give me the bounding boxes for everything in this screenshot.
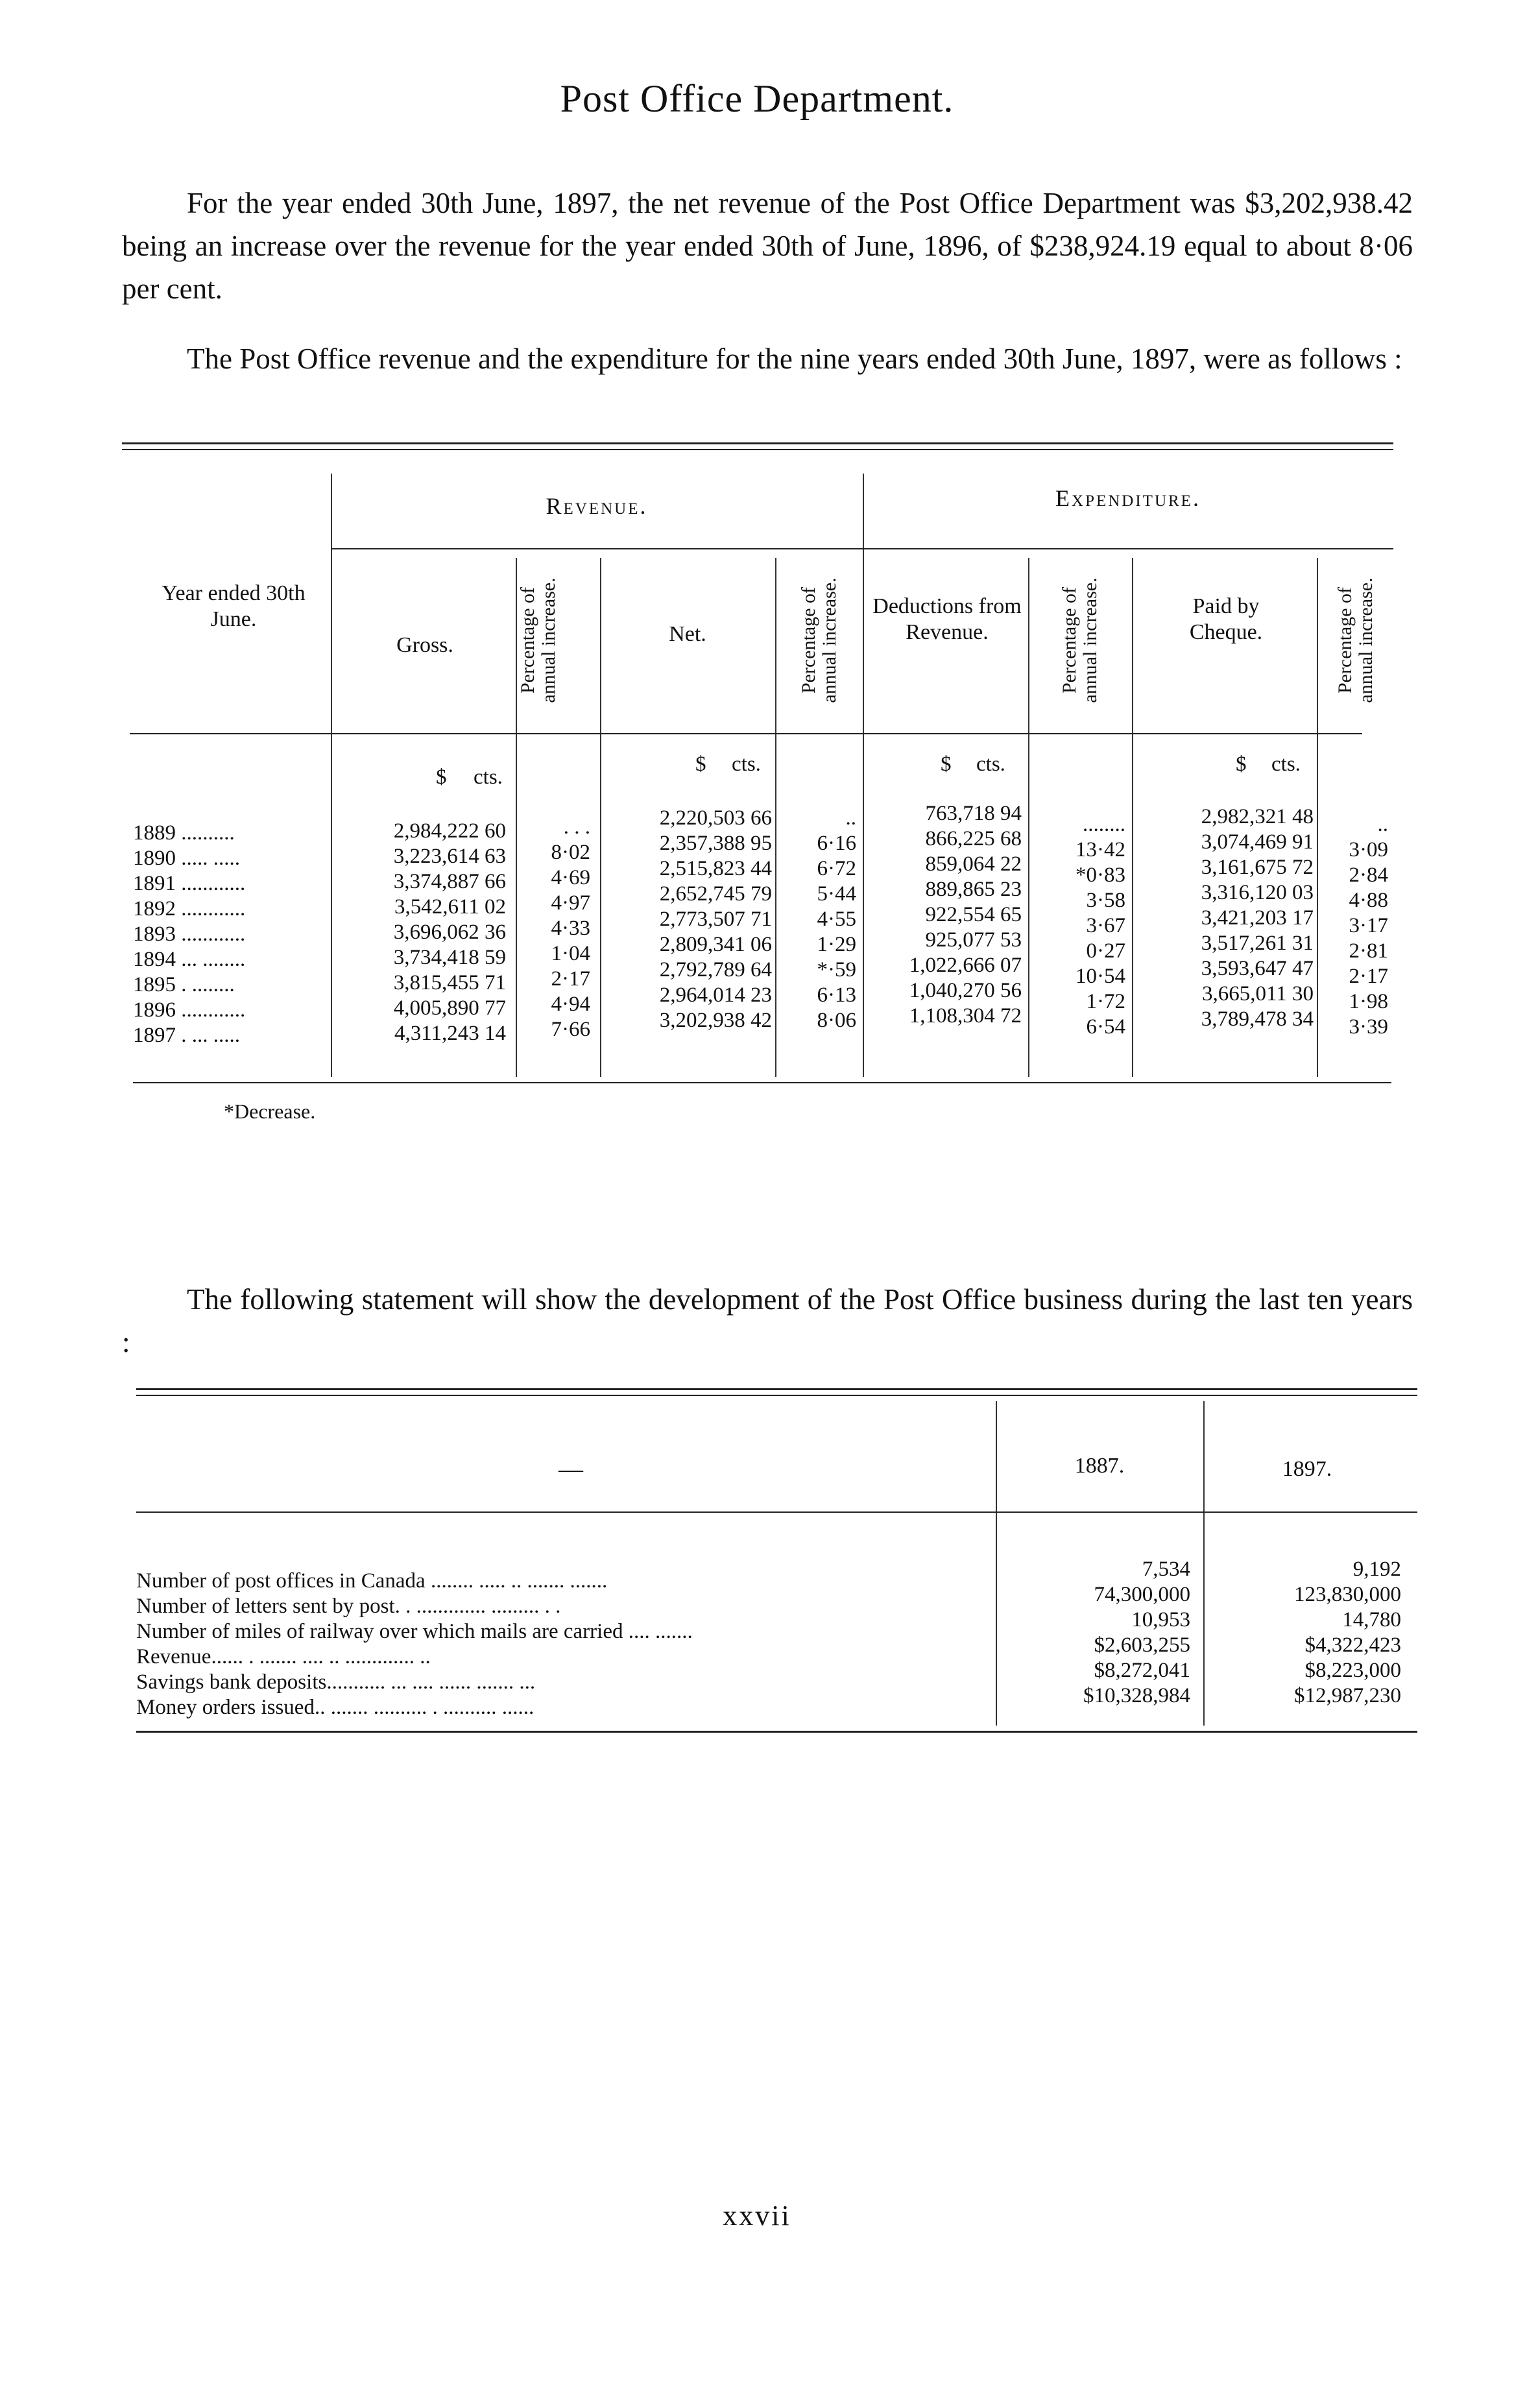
column-years: 1889 .......... 1890 ..... ..... 1891 ............ 1892 ............ 1893 ............ 1894 ... ........ 1895 . ........ 1896 ............ 1897 . ... ..... bbox=[133, 821, 246, 1047]
paragraph-net-revenue: For the year ended 30th June, 1897, the net revenue of the Post Office Department was $3,202,938.42 being an increase over the revenue for the year ended 30th of June, 1896, of $238,924.19 equal to about 8·06 per cent. bbox=[122, 187, 1413, 305]
column-gross: 2,984,222 60 3,223,614 63 3,374,887 66 3,542,611 02 3,696,062 36 3,734,418 59 3,815,455 71 4,005,890 77 4,311,243 14 bbox=[393, 819, 506, 1045]
table1-bottom-rule bbox=[133, 1082, 1391, 1083]
header-revenue: Revenue. bbox=[546, 493, 648, 519]
table2-top-rule-2 bbox=[136, 1395, 1417, 1396]
table-intro-paragraph bbox=[122, 337, 1413, 380]
table2-header-rule bbox=[136, 1511, 1417, 1513]
column-pct-paid: .. 3·09 2·84 4·88 3·17 2·81 2·17 1·98 3·39 bbox=[1349, 813, 1388, 1039]
column-pct-gross: . . . 8·02 4·69 4·97 4·33 1·04 2·17 4·94 7·66 bbox=[551, 815, 590, 1041]
paragraph-revenue-expenditure: The Post Office revenue and the expenditure for the nine years ended 30th June, 1897, were as follows : bbox=[187, 343, 1402, 375]
group-header-rule bbox=[331, 548, 1393, 549]
column-net: 2,220,503 66 2,357,388 95 2,515,823 44 2,652,745 79 2,773,507 71 2,809,341 06 2,792,789 64 2,964,014 23 3,202,938 42 bbox=[659, 806, 772, 1032]
divider bbox=[600, 558, 601, 1077]
table1-top-rule bbox=[122, 442, 1393, 444]
header-year: Year ended 30th June. bbox=[162, 581, 306, 631]
column-pct-net: .. 6·16 6·72 5·44 4·55 1·29 *·59 6·13 8·06 bbox=[817, 806, 856, 1032]
divider bbox=[1132, 558, 1133, 1077]
divider bbox=[1028, 558, 1029, 1077]
unit-dollars: $ bbox=[941, 752, 952, 776]
paragraph-development: The following statement will show the development of the Post Office business during the last ten years : bbox=[122, 1283, 1413, 1358]
statement-labels: Number of post offices in Canada ........ ..... .. ....... ....... Number of letters sent by post. . ............. ......... . . Number of miles of railway over which mails are carried .... ....... Revenue...... . ....... .... .. ............. .. Savings bank deposits........... ... .... ...... ....... ... Money orders issued.. ....... .......... . .......... ...... bbox=[136, 1569, 693, 1719]
page-title: Post Office Department. bbox=[560, 77, 954, 120]
values-1897: 9,192 123,830,000 14,780 $4,322,423 $8,223,000 $12,987,230 bbox=[1294, 1558, 1401, 1707]
header-1887: 1887. bbox=[1074, 1454, 1125, 1478]
footnote-decrease: *Decrease. bbox=[224, 1100, 316, 1123]
unit-dollars: $ bbox=[1236, 752, 1247, 776]
divider bbox=[996, 1401, 997, 1726]
column-paid: 2,982,321 48 3,074,469 91 3,161,675 72 3,316,120 03 3,421,203 17 3,517,261 31 3,593,647 47 3,665,011 30 3,789,478 34 bbox=[1201, 805, 1314, 1031]
header-deductions: Deductions from Revenue. bbox=[872, 594, 1022, 644]
divider bbox=[1203, 1401, 1205, 1726]
unit-dollars: $ bbox=[436, 765, 447, 789]
column-deductions: 763,718 94 866,225 68 859,064 22 889,865 23 922,554 65 925,077 53 1,022,666 07 1,040,270 56 1,108,304 72 bbox=[909, 802, 1022, 1028]
table1-top-rule-2 bbox=[122, 449, 1393, 450]
unit-cents: cts. bbox=[474, 765, 503, 789]
values-1887: 7,534 74,300,000 10,953 $2,603,255 $8,272,041 $10,328,984 bbox=[1083, 1558, 1190, 1707]
divider bbox=[331, 474, 332, 1077]
unit-dollars: $ bbox=[695, 752, 706, 776]
header-bottom-rule bbox=[130, 733, 1362, 734]
header-expenditure: Expenditure. bbox=[1055, 485, 1201, 511]
header-percentage-gross: Percentage of annual increase. bbox=[517, 577, 559, 703]
unit-cents: cts. bbox=[732, 752, 761, 776]
table2-top-rule bbox=[136, 1388, 1417, 1390]
development-paragraph bbox=[122, 1278, 1413, 1364]
column-pct-deductions: ........ 13·42 *0·83 3·58 3·67 0·27 10·54 1·72 6·54 bbox=[1075, 813, 1125, 1039]
unit-cents: cts. bbox=[1271, 752, 1301, 776]
table2-bottom-rule bbox=[136, 1731, 1417, 1733]
header-gross: Gross. bbox=[396, 633, 453, 657]
header-1897: 1897. bbox=[1282, 1457, 1332, 1481]
intro-paragraph bbox=[122, 182, 1413, 310]
header-percentage-deductions: Percentage of annual increase. bbox=[1059, 577, 1101, 703]
page-number: xxvii bbox=[723, 2200, 791, 2232]
header-dash: — bbox=[559, 1456, 583, 1483]
header-net: Net. bbox=[669, 622, 706, 646]
header-percentage-net: Percentage of annual increase. bbox=[798, 577, 840, 703]
header-percentage-paid: Percentage of annual increase. bbox=[1334, 577, 1376, 703]
header-paid-by-cheque: Paid by Cheque. bbox=[1189, 594, 1263, 644]
unit-cents: cts. bbox=[976, 752, 1005, 776]
